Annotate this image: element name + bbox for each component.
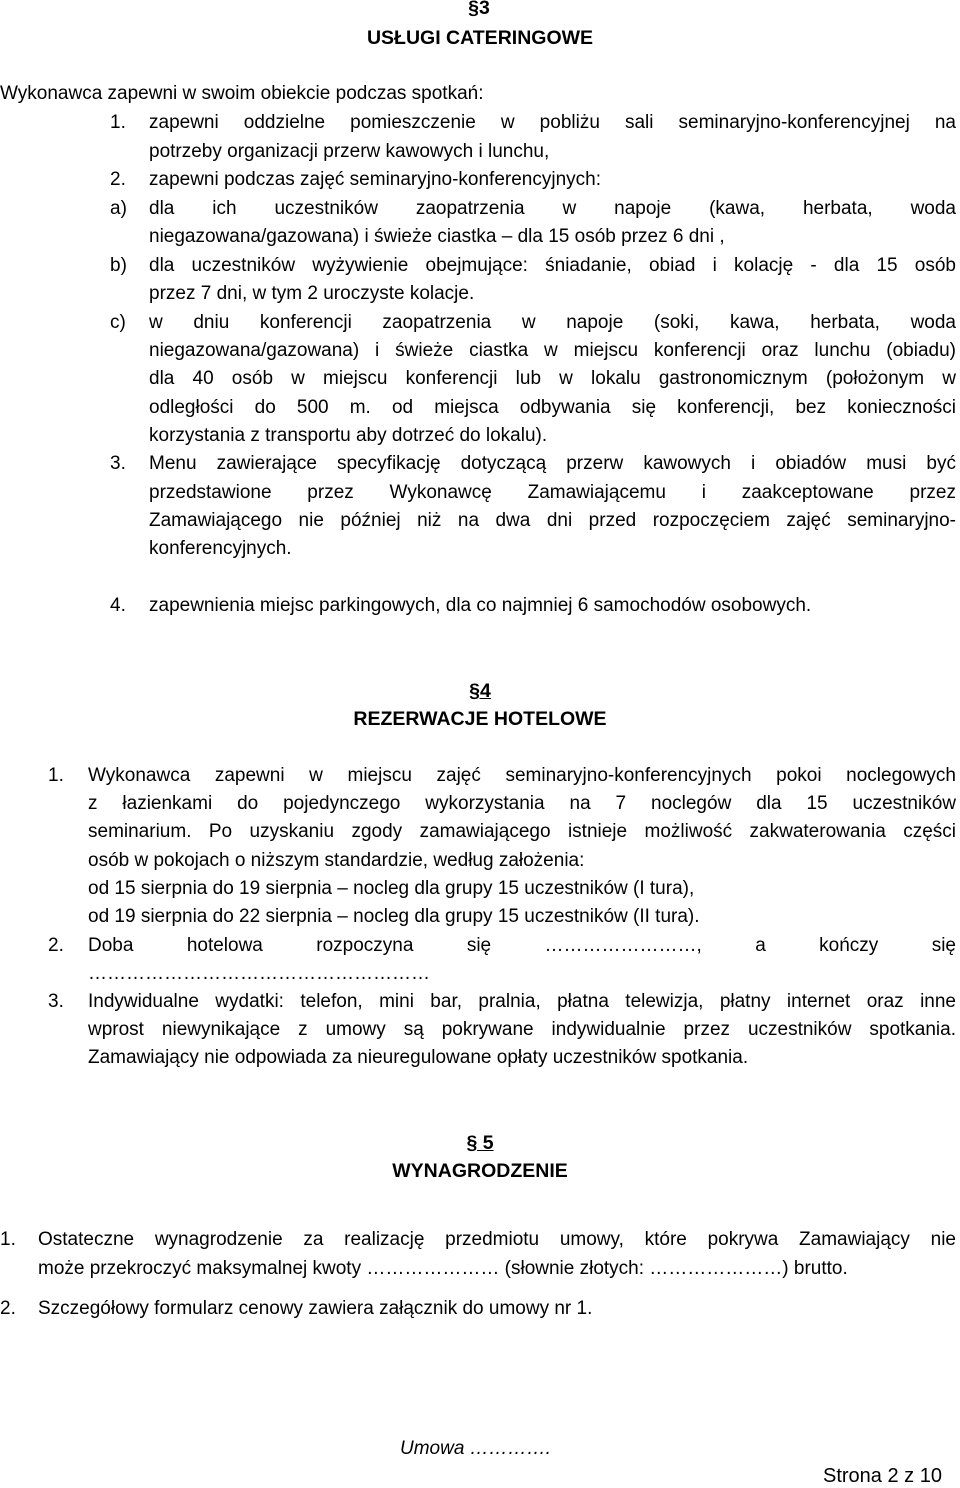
list-letter: c) xyxy=(110,312,126,333)
list-number: 1. xyxy=(110,112,126,133)
paragraph-line: ……………………………………………… xyxy=(88,963,430,984)
paragraph-line: konferencyjnych. xyxy=(149,538,292,559)
footer-contract-ref: Umowa …………. xyxy=(400,1438,551,1459)
paragraph-line: przez 7 dni, w tym 2 uroczyste kolacje. xyxy=(149,283,475,304)
paragraph-line: Ostateczne wynagrodzenie za realizację przedmiotu umowy, które pokrywa Zamawiający nie xyxy=(38,1229,956,1250)
paragraph-line: korzystania z transportu aby dotrzeć do lokalu). xyxy=(149,425,548,446)
list-number: 4. xyxy=(110,595,126,616)
paragraph-line: od 19 sierpnia do 22 sierpnia – nocleg dla grupy 15 uczestników (II tura). xyxy=(88,906,700,927)
paragraph-line: zapewni podczas zajęć seminaryjno-konferencyjnych: xyxy=(149,169,602,190)
section-3-number: §3 xyxy=(468,0,490,19)
paragraph-line: odległości do 500 m. od miejsca odbywania się konferencji, bez konieczności xyxy=(149,397,956,418)
paragraph-line: Zamawiający nie odpowiada za nieuregulowane opłaty uczestników spotkania. xyxy=(88,1047,749,1068)
paragraph-line: Zamawiającego nie później niż na dwa dni przed rozpoczęciem zajęć seminaryjno- xyxy=(149,510,956,531)
paragraph-line: przedstawione przez Wykonawcę Zamawiającemu i zaakceptowane przez xyxy=(149,482,956,503)
list-letter: a) xyxy=(110,198,127,219)
paragraph-line: Doba hotelowa rozpoczyna się ……………………, a kończy się xyxy=(88,935,956,956)
paragraph-line: od 15 sierpnia do 19 sierpnia – nocleg dla grupy 15 uczestników (I tura), xyxy=(88,878,695,899)
paragraph-line: dla ich uczestników zaopatrzenia w napoje (kawa, herbata, woda xyxy=(149,198,956,219)
paragraph-line: Szczegółowy formularz cenowy zawiera załącznik do umowy nr 1. xyxy=(38,1298,593,1319)
page-number: Strona 2 z 10 xyxy=(823,1465,942,1487)
list-number: 3. xyxy=(110,453,126,474)
list-letter: b) xyxy=(110,255,127,276)
paragraph-line: zapewnienia miejsc parkingowych, dla co najmniej 6 samochodów osobowych. xyxy=(149,595,812,616)
paragraph-line: dla 40 osób w miejscu konferencji lub w lokalu gastronomicznym (położonym w xyxy=(149,368,956,389)
list-number: 1. xyxy=(48,765,64,786)
list-number: 2. xyxy=(0,1298,16,1319)
list-number: 1. xyxy=(0,1229,16,1250)
paragraph-line: niegazowana/gazowana) i świeże ciastka – dla 15 osób przez 6 dni , xyxy=(149,226,725,247)
paragraph-line: w dniu konferencji zaopatrzenia w napoje (soki, kawa, herbata, woda xyxy=(149,312,956,333)
paragraph-line: Wykonawca zapewni w miejscu zajęć seminaryjno-konferencyjnych pokoi noclegowych xyxy=(88,765,956,786)
paragraph-line: niegazowana/gazowana) i świeże ciastka w miejscu konferencji oraz lunchu (obiadu) xyxy=(149,340,956,361)
paragraph-line: potrzeby organizacji przerw kawowych i lunchu, xyxy=(149,141,550,162)
paragraph-line: może przekroczyć maksymalnej kwoty ………………… (słownie złotych: …………………) brutto. xyxy=(38,1258,848,1279)
list-number: 3. xyxy=(48,991,64,1012)
paragraph-line: osób w pokojach o niższym standardzie, według założenia: xyxy=(88,850,585,871)
paragraph-line: dla uczestników wyżywienie obejmujące: śniadanie, obiad i kolację - dla 15 osób xyxy=(149,255,956,276)
paragraph-line: Indywidualne wydatki: telefon, mini bar, pralnia, płatna telewizja, płatny internet oraz inne xyxy=(88,991,956,1012)
section-4-number: §4 xyxy=(469,680,491,702)
paragraph-line: z łazienkami do pojedynczego wykorzystania na 7 noclegów dla 15 uczestników xyxy=(88,793,956,814)
paragraph-line: seminarium. Po uzyskaniu zgody zamawiającego istnieje możliwość zakwaterowania części xyxy=(88,821,956,842)
paragraph-line: zapewni oddzielne pomieszczenie w pobliżu sali seminaryjno-konferencyjnej na xyxy=(149,112,956,133)
section-5-number: § 5 xyxy=(466,1132,494,1154)
section-5-title: WYNAGRODZENIE xyxy=(392,1160,568,1182)
paragraph-line: wprost niewynikające z umowy są pokrywane indywidualnie przez uczestników spotkania. xyxy=(88,1019,956,1040)
list-number: 2. xyxy=(48,935,64,956)
section-3-title: USŁUGI CATERINGOWE xyxy=(366,27,594,49)
list-number: 2. xyxy=(110,169,126,190)
paragraph-line: Menu zawierające specyfikację dotyczącą przerw kawowych i obiadów musi być xyxy=(149,453,956,474)
section-4-title: REZERWACJE HOTELOWE xyxy=(353,708,607,730)
section-3-intro: Wykonawca zapewni w swoim obiekcie podczas spotkań: xyxy=(0,83,484,104)
